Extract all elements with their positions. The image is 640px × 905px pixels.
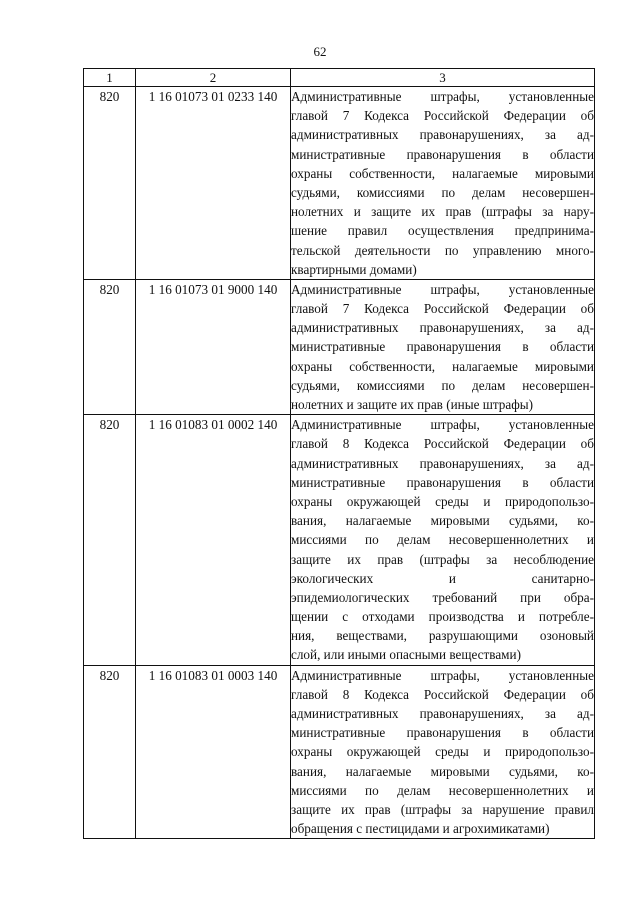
table-row	[84, 665, 595, 839]
description-line: Административные штрафы, установленные	[291, 89, 594, 104]
description-cell	[291, 279, 595, 414]
page-number: 62	[313, 44, 327, 59]
description-line: министративные правонарушения в области	[291, 474, 594, 490]
description-line: нолетних и защите их прав (штрафы за нару-	[291, 204, 594, 220]
description-line: эпидемиологических требований при обра-	[291, 589, 594, 605]
table-row	[84, 279, 595, 414]
description-cell	[291, 87, 595, 280]
description-line: миссиями по делам несовершеннолетних и	[291, 782, 594, 798]
column-header-1: 1	[84, 69, 136, 87]
budget-code-cell: 1 16 01073 01 0233 140	[136, 87, 291, 280]
table-body	[84, 87, 595, 839]
description-line: Административные штрафы, установленные	[291, 667, 594, 683]
description-line: министративные правонарушения в области	[291, 725, 594, 741]
description-line: судьями, комиссиями по делам несовершен-	[291, 184, 594, 200]
description-line: защите их прав (штрафы за несоблюдение	[291, 551, 594, 567]
admin-code-cell: 820	[84, 87, 136, 280]
description-line: нолетних и защите их прав (иные штрафы)	[291, 397, 534, 412]
document-table	[83, 68, 595, 839]
column-header-2: 2	[136, 69, 291, 87]
table-row	[84, 415, 595, 665]
description-line: квартирными домами)	[291, 261, 417, 277]
description-line: административных правонарушениях, за ад-	[291, 127, 594, 143]
admin-code-cell: 820	[84, 415, 136, 665]
description-line: административных правонарушениях, за ад-	[291, 320, 594, 336]
description-line: административных правонарушениях, за ад-	[291, 455, 594, 471]
description-line: шение правил осуществления предпринима-	[291, 223, 594, 239]
description-line: тельской деятельности по управлению много-	[291, 242, 594, 258]
description-line: защите их прав (штрафы за нарушение правил	[291, 801, 594, 817]
description-line: миссиями по делам несовершеннолетних и	[291, 532, 594, 548]
description-line: административных правонарушениях, за ад-	[291, 706, 594, 721]
description-line: охраны собственности, налагаемые мировыми	[291, 165, 594, 181]
description-line: министративные правонарушения в области	[291, 146, 594, 162]
description-line: вания, налагаемые мировыми судьями, ко-	[291, 513, 594, 529]
description-line: охраны окружающей среды и природопользо-	[291, 744, 594, 760]
description-line: главой 8 Кодекса Российской Федерации об	[291, 686, 594, 702]
description-line: вания, налагаемые мировыми судьями, ко-	[291, 763, 594, 779]
description-line: щении с отходами производства и потребле-	[291, 609, 594, 625]
budget-code-cell: 1 16 01083 01 0002 140	[136, 415, 291, 665]
description-line: охраны собственности, налагаемые мировыми	[291, 358, 594, 374]
budget-code-cell: 1 16 01083 01 0003 140	[136, 665, 291, 839]
description-line: охраны окружающей среды и природопользо-	[291, 493, 594, 509]
description-cell	[291, 415, 595, 665]
description-line: главой 8 Кодекса Российской Федерации об	[291, 436, 594, 452]
admin-code-cell: 820	[84, 279, 136, 414]
description-line: главой 7 Кодекса Российской Федерации об	[291, 301, 594, 317]
description-line: слой, или иными опасными веществами)	[291, 647, 521, 663]
budget-code-cell: 1 16 01073 01 9000 140	[136, 279, 291, 414]
description-line: министративные правонарушения в области	[291, 339, 594, 355]
description-line: ния, веществами, разрушающими озоновый	[291, 628, 594, 644]
description-line: судьями, комиссиями по делам несовершен-	[291, 377, 594, 393]
description-line: Административные штрафы, установленные	[291, 417, 594, 433]
description-line: экологических и санитарно-	[291, 570, 594, 586]
table-header-row	[84, 69, 595, 87]
column-header-3: 3	[291, 69, 595, 87]
description-line: Административные штрафы, установленные	[291, 281, 594, 297]
description-cell	[291, 665, 595, 839]
admin-code-cell: 820	[84, 665, 136, 839]
description-line: главой 7 Кодекса Российской Федерации об	[291, 108, 594, 124]
table-row	[84, 87, 595, 280]
description-line: обращения с пестицидами и агрохимикатами)	[291, 821, 550, 837]
